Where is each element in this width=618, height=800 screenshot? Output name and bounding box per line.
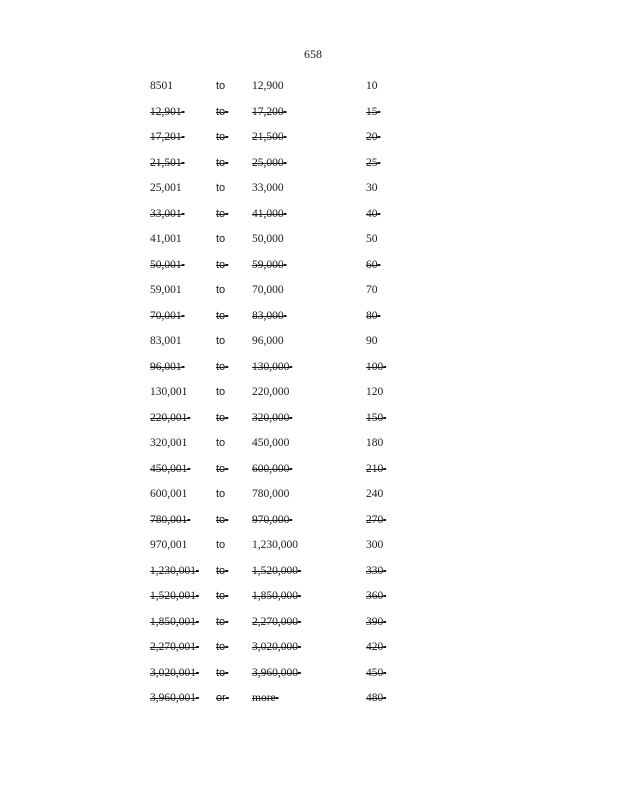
range-upper-cell: more xyxy=(252,692,276,704)
range-lower-cell: 8501 xyxy=(150,80,173,92)
range-upper-cell: 130,000 xyxy=(252,360,290,373)
fee-value-cell: 50 xyxy=(366,233,378,245)
fee-value-cell: 40 xyxy=(366,207,378,220)
range-upper-cell: 70,000 xyxy=(252,284,284,296)
range-separator-cell: to xyxy=(216,488,226,500)
table-row xyxy=(0,486,618,512)
fee-value-cell: 180 xyxy=(366,437,384,449)
range-lower-cell: 3,960,001 xyxy=(150,692,196,704)
range-separator-cell: to xyxy=(216,105,226,118)
range-lower-cell: 59,001 xyxy=(150,284,182,296)
range-lower-cell: 970,001 xyxy=(150,539,188,551)
range-lower-cell: 41,001 xyxy=(150,233,182,245)
range-separator-cell: to xyxy=(216,462,226,475)
fee-value-cell: 450 xyxy=(366,666,384,679)
range-lower-cell: 2,270,001 xyxy=(150,641,196,653)
fee-value-cell: 210 xyxy=(366,462,384,475)
range-upper-cell: 600,000 xyxy=(252,462,290,475)
table-row-struck xyxy=(0,665,618,691)
range-separator-cell: to xyxy=(216,360,226,373)
table-row-struck xyxy=(0,104,618,130)
range-separator-cell: to xyxy=(216,182,226,194)
table-row xyxy=(0,231,618,257)
table-row-struck xyxy=(0,155,618,181)
range-upper-cell: 21,500 xyxy=(252,131,284,143)
range-lower-cell: 17,201 xyxy=(150,131,182,143)
range-separator-cell: to xyxy=(216,564,226,577)
range-separator-cell: to xyxy=(216,233,226,245)
table-row xyxy=(0,282,618,308)
fee-value-cell: 420 xyxy=(366,641,384,653)
range-separator-cell: to xyxy=(216,641,226,653)
fee-value-cell: 120 xyxy=(366,386,384,398)
range-lower-cell: 50,001 xyxy=(150,258,182,271)
range-upper-cell: 450,000 xyxy=(252,437,290,449)
page-number: 658 xyxy=(304,47,322,61)
table-row-struck xyxy=(0,690,618,716)
range-lower-cell: 12,901 xyxy=(150,105,182,118)
range-upper-cell: 3,020,000 xyxy=(252,641,298,653)
range-upper-cell: 220,000 xyxy=(252,386,290,398)
range-separator-cell: to xyxy=(216,437,226,449)
table-row-struck xyxy=(0,461,618,487)
range-lower-cell: 70,001 xyxy=(150,309,182,322)
range-lower-cell: 3,020,001 xyxy=(150,666,196,679)
range-separator-cell: to xyxy=(216,309,226,322)
fee-value-cell: 70 xyxy=(366,284,378,296)
range-lower-cell: 1,520,001 xyxy=(150,590,196,602)
fee-value-cell: 90 xyxy=(366,335,378,347)
table-row xyxy=(0,384,618,410)
range-upper-cell: 1,520,000 xyxy=(252,564,298,577)
table-row-struck xyxy=(0,359,618,385)
range-upper-cell: 59,000 xyxy=(252,258,284,271)
table-row xyxy=(0,333,618,359)
fee-schedule-table xyxy=(0,78,618,716)
table-row-struck xyxy=(0,257,618,283)
fee-value-cell: 80 xyxy=(366,309,378,322)
range-separator-cell: to xyxy=(216,335,226,347)
table-row-struck xyxy=(0,588,618,614)
range-upper-cell: 12,900 xyxy=(252,80,284,92)
range-lower-cell: 450,001 xyxy=(150,462,188,475)
range-lower-cell: 1,230,001 xyxy=(150,564,196,577)
range-lower-cell: 780,001 xyxy=(150,513,188,526)
table-row xyxy=(0,537,618,563)
range-separator-cell: to xyxy=(216,386,226,398)
fee-value-cell: 360 xyxy=(366,590,384,602)
fee-value-cell: 480 xyxy=(366,692,384,704)
range-lower-cell: 83,001 xyxy=(150,335,182,347)
range-upper-cell: 3,960,000 xyxy=(252,666,298,679)
range-separator-cell: to xyxy=(216,156,226,169)
table-row-struck xyxy=(0,614,618,640)
range-lower-cell: 600,001 xyxy=(150,488,188,500)
range-lower-cell: 130,001 xyxy=(150,386,188,398)
fee-value-cell: 60 xyxy=(366,258,378,271)
fee-value-cell: 240 xyxy=(366,488,384,500)
fee-value-cell: 10 xyxy=(366,80,378,92)
range-separator-cell: or xyxy=(216,692,226,704)
range-upper-cell: 2,270,000 xyxy=(252,615,298,628)
table-row xyxy=(0,435,618,461)
range-upper-cell: 33,000 xyxy=(252,182,284,194)
fee-value-cell: 300 xyxy=(366,539,384,551)
range-upper-cell: 970,000 xyxy=(252,513,290,526)
range-lower-cell: 1,850,001 xyxy=(150,615,196,628)
range-separator-cell: to xyxy=(216,284,226,296)
range-lower-cell: 33,001 xyxy=(150,207,182,220)
fee-value-cell: 100 xyxy=(366,360,384,373)
table-row-struck xyxy=(0,563,618,589)
range-upper-cell: 320,000 xyxy=(252,411,290,424)
range-separator-cell: to xyxy=(216,131,226,143)
range-lower-cell: 96,001 xyxy=(150,360,182,373)
table-row-struck xyxy=(0,410,618,436)
range-separator-cell: to xyxy=(216,258,226,271)
table-row xyxy=(0,78,618,104)
range-separator-cell: to xyxy=(216,513,226,526)
range-lower-cell: 21,501 xyxy=(150,156,182,169)
range-lower-cell: 220,001 xyxy=(150,411,188,424)
range-separator-cell: to xyxy=(216,539,226,551)
fee-value-cell: 390 xyxy=(366,615,384,628)
range-upper-cell: 1,850,000 xyxy=(252,590,298,602)
table-row xyxy=(0,180,618,206)
range-separator-cell: to xyxy=(216,615,226,628)
table-row-struck xyxy=(0,129,618,155)
range-lower-cell: 320,001 xyxy=(150,437,188,449)
range-lower-cell: 25,001 xyxy=(150,182,182,194)
range-upper-cell: 83,000 xyxy=(252,309,284,322)
fee-value-cell: 20 xyxy=(366,131,378,143)
fee-value-cell: 15 xyxy=(366,105,378,118)
fee-value-cell: 30 xyxy=(366,182,378,194)
range-separator-cell: to xyxy=(216,666,226,679)
range-upper-cell: 780,000 xyxy=(252,488,290,500)
fee-value-cell: 270 xyxy=(366,513,384,526)
table-row-struck xyxy=(0,206,618,232)
range-upper-cell: 41,000 xyxy=(252,207,284,220)
table-row-struck xyxy=(0,639,618,665)
range-upper-cell: 17,200 xyxy=(252,105,284,118)
fee-value-cell: 330 xyxy=(366,564,384,577)
table-row-struck xyxy=(0,308,618,334)
range-separator-cell: to xyxy=(216,411,226,424)
range-upper-cell: 25,000 xyxy=(252,156,284,169)
range-upper-cell: 50,000 xyxy=(252,233,284,245)
range-upper-cell: 96,000 xyxy=(252,335,284,347)
fee-value-cell: 150 xyxy=(366,411,384,424)
table-row-struck xyxy=(0,512,618,538)
fee-value-cell: 25 xyxy=(366,156,378,169)
range-separator-cell: to xyxy=(216,207,226,220)
range-separator-cell: to xyxy=(216,590,226,602)
range-separator-cell: to xyxy=(216,80,226,92)
range-upper-cell: 1,230,000 xyxy=(252,539,298,551)
